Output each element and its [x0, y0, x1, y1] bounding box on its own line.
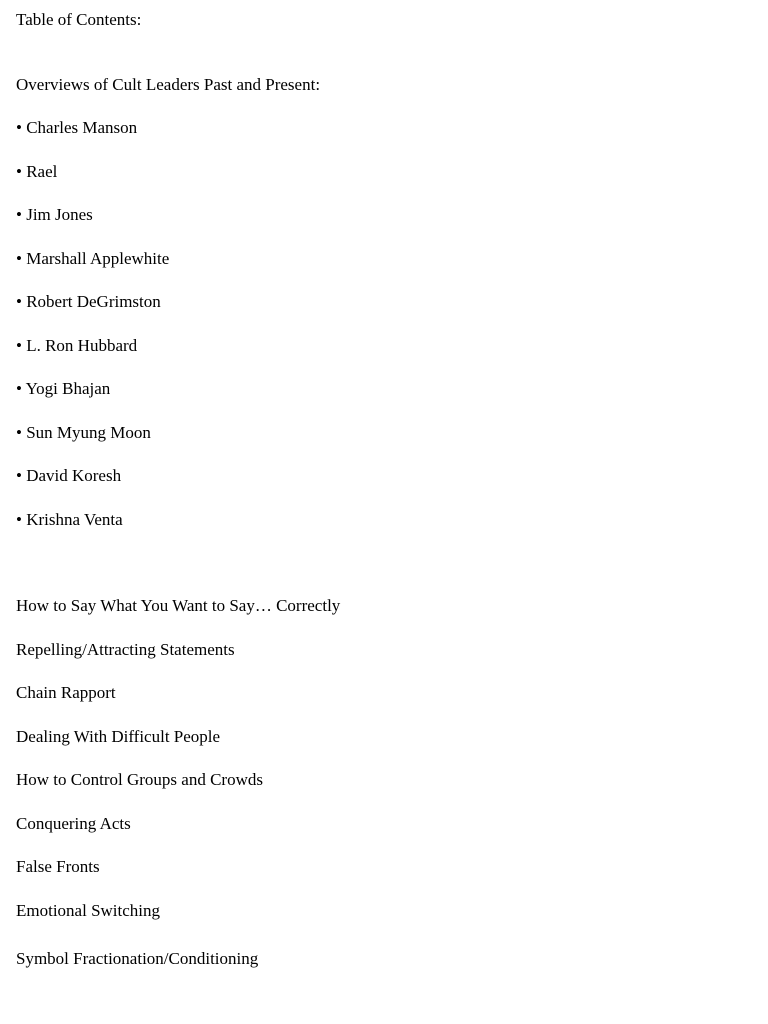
- leader-item: • David Koresh: [16, 466, 122, 485]
- leader-item: • L. Ron Hubbard: [16, 336, 138, 355]
- toc-title: Table of Contents:: [16, 10, 142, 29]
- chapter-item: Emotional Switching: [16, 901, 161, 920]
- leader-item: • Sun Myung Moon: [16, 423, 151, 442]
- chapter-item: Chain Rapport: [16, 683, 116, 702]
- chapter-item: How to Control Groups and Crowds: [16, 770, 263, 789]
- leader-item: • Rael: [16, 162, 58, 181]
- leader-item: • Robert DeGrimston: [16, 292, 161, 311]
- leader-item: • Jim Jones: [16, 205, 93, 224]
- chapter-item: How to Say What You Want to Say… Correctly: [16, 596, 341, 615]
- leader-item: • Yogi Bhajan: [16, 379, 111, 398]
- chapter-item: Symbol Fractionation/Conditioning: [16, 949, 259, 968]
- section-heading: Overviews of Cult Leaders Past and Present:: [16, 75, 321, 94]
- leader-item: • Marshall Applewhite: [16, 249, 170, 268]
- leader-item: • Charles Manson: [16, 118, 138, 137]
- chapter-item: False Fronts: [16, 857, 100, 876]
- leader-item: • Krishna Venta: [16, 510, 123, 529]
- chapter-item: Conquering Acts: [16, 814, 131, 833]
- chapter-item: Dealing With Difficult People: [16, 727, 221, 746]
- chapter-item: Repelling/Attracting Statements: [16, 640, 235, 659]
